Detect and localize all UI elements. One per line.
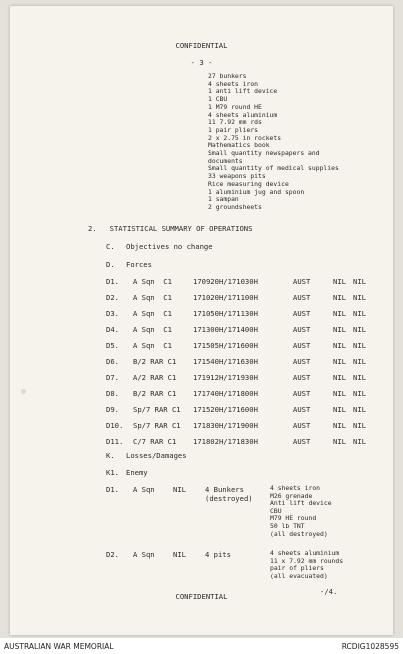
force-b: NIL <box>333 357 346 366</box>
force-b: NIL <box>333 373 346 382</box>
loss-unit: A Sqn <box>133 550 155 559</box>
force-b: NIL <box>333 277 346 286</box>
force-time: 171740H/171800H <box>193 389 258 398</box>
force-a: AUST <box>293 325 311 334</box>
force-b: NIL <box>333 325 346 334</box>
force-c: NIL <box>353 421 366 430</box>
force-id: D7. <box>106 373 119 382</box>
item-line: Small quantity of medical supplies <box>208 164 339 173</box>
k-label: K. <box>106 451 115 460</box>
force-unit: A Sqn C1 <box>133 325 172 334</box>
force-id: D4. <box>106 325 119 334</box>
force-unit: C/7 RAR C1 <box>133 437 177 446</box>
item-line: Rice measuring device <box>208 179 289 188</box>
k-text: Losses/Damages <box>126 451 187 460</box>
item-line: 1 CBU <box>208 95 228 104</box>
document-page <box>10 6 393 635</box>
force-a: AUST <box>293 389 311 398</box>
loss-unit: A Sqn <box>133 485 155 494</box>
force-c: NIL <box>353 405 366 414</box>
force-id: D2. <box>106 293 119 302</box>
item-line: 4 sheets aluminium <box>208 110 278 119</box>
loss-what: 4 Bunkers (destroyed) <box>205 485 253 503</box>
force-time: 170920H/171030H <box>193 277 258 286</box>
item-line: 1 pair pliers <box>208 125 259 134</box>
force-b: NIL <box>333 389 346 398</box>
item-line: 33 weapons pits <box>208 172 266 181</box>
item-line: 4 sheets iron <box>208 79 259 88</box>
d-label: D. <box>106 260 115 269</box>
force-a: AUST <box>293 405 311 414</box>
force-unit: A/2 RAR C1 <box>133 373 177 382</box>
loss-what: 4 pits <box>205 550 231 559</box>
force-time: 171802H/171830H <box>193 437 258 446</box>
force-c: NIL <box>353 437 366 446</box>
force-id: D9. <box>106 405 119 414</box>
force-a: AUST <box>293 341 311 350</box>
force-a: AUST <box>293 437 311 446</box>
c-text: Objectives no change <box>126 242 213 251</box>
page-number: - 3 - <box>190 58 213 67</box>
force-unit: B/2 RAR C1 <box>133 389 177 398</box>
force-time: 171912H/171930H <box>193 373 258 382</box>
force-a: AUST <box>293 421 311 430</box>
punch-hole <box>21 389 26 394</box>
force-unit: A Sqn C1 <box>133 341 172 350</box>
force-c: NIL <box>353 309 366 318</box>
item-line: 1 sampan <box>208 195 239 204</box>
force-b: NIL <box>333 437 346 446</box>
loss-id: D2. <box>106 550 119 559</box>
item-line: 11 7.92 mm rds <box>208 118 262 127</box>
force-c: NIL <box>353 389 366 398</box>
loss-nil: NIL <box>173 485 186 494</box>
section-heading: 2. STATISTICAL SUMMARY OF OPERATIONS <box>88 224 253 233</box>
force-c: NIL <box>353 373 366 382</box>
c-label: C. <box>106 242 115 251</box>
force-id: D8. <box>106 389 119 398</box>
force-time: 171520H/171600H <box>193 405 258 414</box>
force-a: AUST <box>293 373 311 382</box>
force-time: 171300H/171400H <box>193 325 258 334</box>
force-c: NIL <box>353 325 366 334</box>
force-c: NIL <box>353 277 366 286</box>
force-unit: A Sqn C1 <box>133 309 172 318</box>
item-line: 27 bunkers <box>208 72 247 80</box>
force-time: 171050H/171130H <box>193 309 258 318</box>
force-c: NIL <box>353 293 366 302</box>
force-unit: A Sqn C1 <box>133 277 172 286</box>
force-c: NIL <box>353 341 366 350</box>
force-id: D6. <box>106 357 119 366</box>
item-line: 1 M79 round HE <box>208 102 262 111</box>
classification-header: CONFIDENTIAL <box>175 41 228 50</box>
force-unit: Sp/7 RAR C1 <box>133 421 181 430</box>
force-time: 171830H/171900H <box>193 421 258 430</box>
force-b: NIL <box>333 421 346 430</box>
force-time: 171020H/171100H <box>193 293 258 302</box>
force-b: NIL <box>333 293 346 302</box>
force-unit: B/2 RAR C1 <box>133 357 177 366</box>
item-line: 2 x 2.75 in rockets <box>208 133 282 142</box>
force-b: NIL <box>333 405 346 414</box>
archive-id: RCDIG1028595 <box>341 642 399 651</box>
item-line: 2 groundsheets <box>208 202 262 211</box>
force-c: NIL <box>353 357 366 366</box>
item-line: documents <box>208 156 243 165</box>
force-time: 171540H/171630H <box>193 357 258 366</box>
force-unit: Sp/7 RAR C1 <box>133 405 181 414</box>
force-b: NIL <box>333 341 346 350</box>
k1-text: Enemy <box>126 468 148 477</box>
force-a: AUST <box>293 309 311 318</box>
continuation-mark: -/4. <box>320 587 338 596</box>
force-id: D10. <box>106 421 124 430</box>
force-id: D11. <box>106 437 124 446</box>
classification-footer: CONFIDENTIAL <box>175 592 228 601</box>
force-id: D1. <box>106 277 119 286</box>
force-b: NIL <box>333 309 346 318</box>
k1-label: K1. <box>106 468 119 477</box>
loss-detail: 4 sheets aluminium 11 x 7.92 mm rounds pair of pliers (all evacuated) <box>270 549 344 580</box>
loss-id: D1. <box>106 485 119 494</box>
item-line: 1 aluminium jug and spoon <box>208 187 305 196</box>
force-id: D3. <box>106 309 119 318</box>
force-id: D5. <box>106 341 119 350</box>
d-text: Forces <box>126 260 152 269</box>
archive-footer <box>0 638 403 654</box>
archive-name: AUSTRALIAN WAR MEMORIAL <box>4 642 114 651</box>
item-line: 1 anti lift device <box>208 87 278 96</box>
force-a: AUST <box>293 277 311 286</box>
item-line: Mathematics book <box>208 141 270 150</box>
force-unit: A Sqn C1 <box>133 293 172 302</box>
loss-detail: 4 sheets iron M26 grenade Anti lift device CBU M79 HE round 50 lb TNT (all destroyed) <box>270 484 332 538</box>
force-a: AUST <box>293 293 311 302</box>
loss-nil: NIL <box>173 550 186 559</box>
force-a: AUST <box>293 357 311 366</box>
force-time: 171505H/171600H <box>193 341 258 350</box>
item-line: Small quantity newspapers and <box>208 149 320 157</box>
